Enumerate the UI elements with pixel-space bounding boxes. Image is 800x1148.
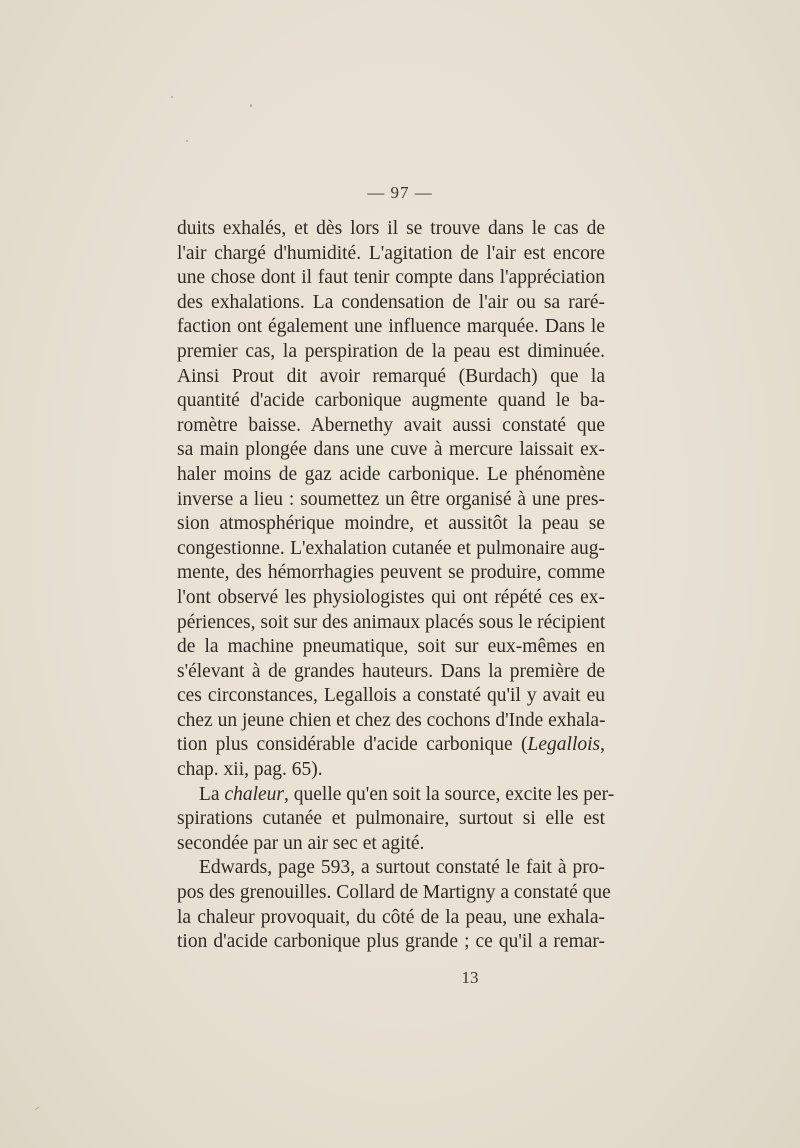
text-line: romètre baisse. Abernethy avait aussi constaté que [177, 414, 605, 436]
text-line: congestionne. L'exhalation cutanée et pulmonaire aug- [177, 537, 605, 559]
text-line: périences, soit sur des animaux placés sous le récipient [177, 611, 606, 633]
text-line: chez un jeune chien et chez des cochons d'Inde exhala- [177, 709, 606, 731]
text-line: s'élevant à de grandes hauteurs. Dans la première de [177, 660, 605, 682]
text-segment: La [199, 783, 225, 805]
text-line: la chaleur provoquait, du côté de la peau, une exhala- [177, 906, 605, 928]
text-line: l'air chargé d'humidité. L'agitation de l'air est encore [177, 242, 605, 264]
text-line: quantité d'acide carbonique augmente quand le ba- [177, 390, 605, 412]
text-line-with-citation [177, 733, 605, 758]
text-segment: , [600, 734, 605, 756]
text-line: des exhalations. La condensation de l'air ou sa raré- [177, 291, 605, 313]
page-number-header: — 97 — [367, 183, 433, 202]
text-line: l'ont observé les physiologistes qui ont répété ces ex- [177, 586, 605, 608]
text-line: haler moins de gaz acide carbonique. Le phénomène [177, 463, 605, 485]
text-line: sion atmosphérique moindre, et aussitôt la peau se [177, 513, 605, 535]
paper-speck [171, 96, 173, 98]
body-text [177, 217, 615, 955]
text-line: inverse a lieu : soumettez un être organisé à une pres- [177, 488, 605, 510]
text-segment: , quelle qu'en soit la source, excite les per- [284, 783, 615, 805]
text-line: de la machine pneumatique, soit sur eux-mêmes en [177, 636, 605, 658]
text-line: chap. xii, pag. 65). [177, 759, 323, 781]
paper-speck [250, 104, 252, 107]
text-line: secondée par un air sec et agité. [177, 832, 425, 854]
text-line: spirations cutanée et pulmonaire, surtout si elle est [177, 808, 605, 830]
text-line-paragraph-start: Edwards, page 593, a surtout constaté le fait à pro- [199, 857, 605, 879]
text-line: sa main plongée dans une cuve à mercure laissait ex- [177, 439, 605, 461]
text-line: premier cas, la perspiration de la peau est diminuée. [177, 340, 605, 362]
signature-mark: 13 [461, 968, 479, 987]
paper-speck [34, 1106, 39, 1110]
text-line: Ainsi Prout dit avoir remarqué (Burdach) que la [177, 365, 605, 387]
text-line: tion d'acide carbonique plus grande ; ce qu'il a remar- [177, 931, 605, 953]
text-line: une chose dont il faut tenir compte dans l'appréciation [177, 267, 605, 289]
citation-legallois: Legallois [527, 734, 601, 756]
text-line-paragraph-start [177, 783, 615, 808]
paper-speck [186, 140, 188, 142]
text-line: ces circonstances, Legallois a constaté qu'il y avait eu [177, 685, 605, 707]
text-line: pos des grenouilles. Collard de Martigny a constaté que [177, 882, 611, 904]
text-segment: tion plus considérable d'acide carbonique ( [177, 734, 528, 756]
text-line: mente, des hémorrhagies peuvent se produire, comme [177, 562, 605, 584]
emphasis-chaleur: chaleur [224, 783, 285, 805]
text-line: duits exhalés, et dès lors il se trouve dans le cas de [177, 218, 605, 239]
text-line: faction ont également une influence marquée. Dans le [177, 316, 605, 338]
